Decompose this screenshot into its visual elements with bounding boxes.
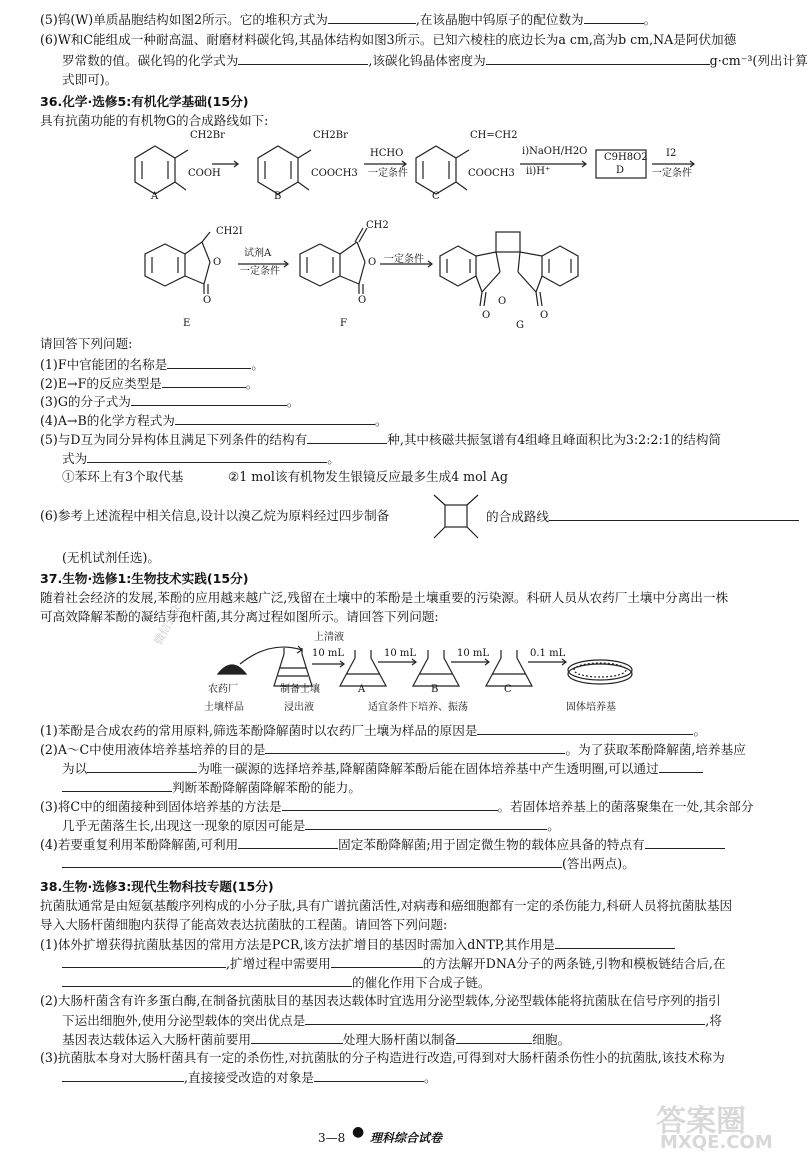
arrow4-top: I2: [666, 148, 677, 159]
q35-text: g·cm⁻³(列出计算: [709, 53, 808, 68]
q36-ask: 请回答下列问题:: [40, 336, 133, 351]
q38-text: (1)体外扩增获得抗菌肽基因的常用方法是PCR,该方法扩增目的基因时需加入dNTP,其作用是: [40, 937, 556, 952]
volume-4: 0.1 mL: [530, 648, 566, 659]
period: 。: [286, 394, 300, 409]
answer-blank: [62, 955, 226, 968]
arrow4-bottom: 一定条件: [652, 168, 692, 179]
q36-p4: [40, 412, 388, 429]
answer-blank: [555, 936, 675, 949]
answer-blank: [238, 52, 368, 65]
q35-line-6b: [62, 52, 808, 69]
q37-text: 。若固体培养基上的菌落聚集在一处,其余部分: [497, 799, 754, 814]
q37-text: 为以: [62, 761, 88, 776]
g-oxygen: O: [498, 296, 507, 307]
flask-a-label: A: [358, 684, 366, 695]
footer-exam-title: 理科综合试卷: [370, 1131, 443, 1145]
period: 。: [547, 818, 560, 833]
q37-p1: [40, 722, 706, 739]
mol-a-sub2: COOH: [188, 168, 221, 179]
mol-f-sub: CH2: [366, 220, 389, 231]
answer-blank: [238, 836, 338, 849]
q36-text: 的合成路线: [486, 509, 549, 524]
q37-text: (2)A～C中使用液体培养基培养的目的是: [40, 742, 266, 757]
q38-p3b: [62, 1069, 437, 1086]
q38-p2b: [62, 1012, 722, 1029]
q38-line1: 抗菌肽通常是由短氨基酸序列构成的小分子肽,具有广谱抗菌活性,对病毒和癌细胞都有一定的杀伤能力,科研人员将抗菌肽基因: [40, 898, 733, 913]
answer-blank: [584, 11, 644, 24]
q37-p4c: [62, 855, 635, 872]
mol-b-sub2: COOCH3: [311, 168, 358, 179]
q37-title: 37.生物·选修1:生物技术实践(15分): [40, 571, 249, 586]
q36-p6b: [486, 508, 799, 525]
answer-blank: [331, 955, 423, 968]
answer-blank: [175, 412, 375, 425]
q38-text: ,扩增过程中需要用: [226, 956, 331, 971]
answer-blank: [549, 508, 799, 521]
volume-3: 10 mL: [457, 648, 490, 659]
logo-watermark: 答案圈: [656, 1104, 746, 1139]
answer-blank: [645, 836, 725, 849]
q36-p6a: (6)参考上述流程中相关信息,设计以溴乙烷为原料经过四步制备: [40, 508, 390, 523]
q36-intro: 具有抗菌功能的有机物G的合成路线如下:: [40, 113, 269, 128]
flask-c-label: C: [504, 684, 512, 695]
q37-text: 。为了获取苯酚降解菌,培养基应: [565, 742, 746, 757]
answer-blank: [62, 1069, 184, 1082]
period: 。: [374, 413, 388, 428]
q35-text: ,该碳化钨晶体密度为: [368, 53, 486, 68]
soil-label-2: 土壤样品: [204, 702, 244, 713]
answer-blank: [62, 855, 562, 868]
answer-blank: [305, 1012, 705, 1025]
q38-title: 38.生物·选修3:现代生物科技专题(15分): [40, 879, 274, 894]
q35-text: (5)钨(W)单质晶胞结构如图2所示。它的堆积方式为: [40, 12, 328, 27]
q37-text: (4)若要重复利用苯酚降解菌,可利用: [40, 837, 239, 852]
q36-text: 种,其中核磁共振氢谱有4组峰且峰面积比为3:2:2:1的结构简: [387, 432, 722, 447]
q37-p2e: [62, 779, 361, 796]
prep-label-1: 制备土壤: [280, 684, 320, 695]
mol-e-sub: CH2I: [216, 226, 243, 237]
q35-line-5: [40, 11, 656, 28]
q36-p5e: ②1 mol该有机物发生银镜反应最多生成4 mol Ag: [228, 469, 508, 484]
period: 。: [251, 357, 264, 372]
benzene-ring-c: [416, 146, 456, 194]
q35-line-6e: 式即可)。: [62, 72, 118, 87]
prep-label-2: 浸出液: [284, 702, 314, 713]
arrow3-top: i)NaOH/H2O: [522, 146, 588, 157]
ring-oxygen: O: [368, 257, 377, 268]
side-watermark: 微信公众号《: [151, 582, 195, 648]
arrow2-bottom: 一定条件: [368, 168, 408, 179]
q35-line-6a: (6)W和C能组成一种耐高温、耐磨材料碳化钨,其晶体结构如图3所示。已知六棱柱的底边长为a cm,高为b cm,NA是阿伏加德: [40, 32, 737, 47]
q37-text: 判断苯酚降解菌降解苯酚的能力。: [172, 780, 361, 795]
cyclobutane-target: [430, 492, 480, 542]
q38-p3a: (3)抗菌肽本身对大肠杆菌具有一定的杀伤性,对抗菌肽的分子构造进行改造,可得到对大肠杆菌杀伤性小的抗菌肽,该技术称为: [40, 1050, 725, 1065]
q38-p1b: [62, 955, 725, 972]
mol-f-label: F: [340, 318, 347, 329]
arrow5-bottom: 一定条件: [240, 266, 280, 277]
q37-line2: 可高效降解苯酚的凝结芽孢杆菌,其分离过程如图所示。请回答下列问题:: [40, 609, 439, 624]
q36-p5c: [62, 450, 340, 467]
q36-p5d: ①苯环上有3个取代基: [62, 469, 184, 484]
mol-c-sub: CH=CH2: [470, 130, 518, 141]
q37-text: 固定苯酚降解菌;用于固定微生物的载体应具备的特点有: [338, 837, 645, 852]
mol-c-label: C: [432, 191, 440, 202]
period: 。: [693, 723, 707, 738]
q36-text: (3)G的分子式为: [40, 394, 131, 409]
q37-p4a: [40, 836, 725, 853]
period: 。: [327, 451, 340, 466]
q37-p2c: [62, 760, 703, 777]
q36-p3: [40, 393, 299, 410]
q36-text: (2)E→F的反应类型是: [40, 376, 162, 391]
period: 。: [423, 1070, 437, 1085]
q38-p2a: (2)大肠杆菌含有许多蛋白酶,在制备抗菌肽目的基因表达载体时宜选用分泌型载体,分泌型载体能将抗菌肽在信号序列的指引: [40, 993, 721, 1008]
answer-blank: [486, 52, 710, 65]
answer-blank: [314, 1069, 424, 1082]
logo-watermark-domain: MXQE.COM: [660, 1132, 773, 1153]
ring-oxygen: O: [213, 257, 222, 268]
mol-b-label: B: [274, 191, 282, 202]
q38-text: 的催化作用下合成子链。: [352, 975, 491, 990]
mol-d-label: D: [616, 165, 625, 176]
q36-p5a: [40, 431, 721, 448]
isolation-process-figure: [210, 628, 640, 690]
mol-a-label: A: [151, 191, 159, 202]
q36-text: 式为: [62, 451, 88, 466]
arrow3-bottom: ii)H⁺: [526, 166, 551, 177]
answer-blank: [477, 722, 693, 735]
q38-text: ,直接接受改造的对象是: [184, 1070, 314, 1085]
flask-b-label: B: [431, 684, 439, 695]
period: 。: [643, 12, 657, 27]
mol-d-formula: C9H8O2: [604, 152, 648, 163]
q38-p2d: [62, 1031, 570, 1048]
q37-text: (1)苯酚是合成农药的常用原料,筛选苯酚降解菌时以农药厂土壤为样品的原因是: [40, 723, 478, 738]
q38-text: 处理大肠杆菌以制备: [342, 1032, 457, 1047]
q37-p3a: [40, 798, 753, 815]
supernatant-label: 上清液: [314, 632, 344, 643]
q36-p2: [40, 375, 258, 392]
carbonyl-oxygen: O: [358, 295, 367, 306]
footer-page-number: 3—8: [318, 1131, 346, 1145]
answer-blank: [162, 375, 246, 388]
g-carbonyl-oxygen: O: [540, 310, 549, 321]
arrow6-top: 一定条件: [384, 254, 424, 265]
q36-p6c: (无机试剂任选)。: [62, 550, 160, 565]
mol-g-label: G: [516, 320, 524, 331]
q37-p2a: [40, 741, 746, 758]
mol-c-sub2: COOCH3: [468, 168, 515, 179]
answer-blank: [62, 779, 172, 792]
q35-text: 罗常数的值。碳化钨的化学式为: [62, 53, 239, 68]
culture-label: 适宜条件下培养、振荡: [368, 702, 468, 713]
q38-text: 的方法解开DNA分子的两条链,引物和模板链结合后,在: [422, 956, 726, 971]
q38-line2: 导入大肠杆菌细胞内获得了能高效表达抗菌肽的工程菌。请回答下列问题:: [40, 917, 448, 932]
answer-blank: [167, 356, 251, 369]
soil-label-1: 农药厂: [208, 684, 238, 695]
answer-blank: [131, 393, 287, 406]
q38-text: ,将: [705, 1013, 722, 1028]
q38-p1d: [62, 974, 491, 991]
mol-a-sub: CH2Br: [190, 130, 225, 141]
footer-dot-icon: ●: [352, 1124, 365, 1140]
answer-blank: [87, 760, 197, 773]
answer-blank: [62, 974, 352, 987]
answer-blank: [328, 11, 416, 24]
answer-blank: [659, 760, 703, 773]
g-carbonyl-oxygen: O: [482, 310, 491, 321]
q37-text: (答出两点)。: [562, 856, 635, 871]
q38-text: 下运出细胞外,使用分泌型载体的突出优点是: [62, 1013, 306, 1028]
q37-line1: 随着社会经济的发展,苯酚的应用越来越广泛,残留在土壤中的苯酚是土壤重要的污染源。科研人员从农药厂土壤中分离出一株: [40, 590, 729, 605]
mol-e-label: E: [183, 318, 191, 329]
answer-blank: [305, 817, 547, 830]
arrow2-top: HCHO: [370, 148, 404, 159]
q38-text: 基因表达载体运入大肠杆菌前要用: [62, 1032, 251, 1047]
q36-title: 36.化学·选修5:有机化学基础(15分): [40, 94, 249, 109]
answer-blank: [307, 431, 387, 444]
answer-blank: [456, 1031, 532, 1044]
solid-medium-label: 固体培养基: [566, 702, 616, 713]
answer-blank: [87, 450, 327, 463]
answer-blank: [282, 798, 498, 811]
mol-b-sub: CH2Br: [313, 130, 348, 141]
q36-p1: [40, 356, 264, 373]
answer-blank: [251, 1031, 343, 1044]
q37-text: 几乎无菌落生长,出现这一现象的原因可能是: [62, 818, 306, 833]
q38-text: 细胞。: [532, 1032, 571, 1047]
benzene-ring-b: [258, 146, 298, 194]
q36-text: (5)与D互为同分异构体且满足下列条件的结构有: [40, 432, 308, 447]
q36-text: (1)F中官能团的名称是: [40, 357, 168, 372]
q37-text: 为唯一碳源的选择培养基,降解菌降解苯酚后能在固体培养基中产生透明圈,可以通过: [197, 761, 659, 776]
carbonyl-oxygen: O: [203, 295, 212, 306]
arrow5-top: 试剂A: [244, 248, 272, 259]
volume-2: 10 mL: [384, 648, 417, 659]
q37-p3c: [62, 817, 560, 834]
q38-p1a: [40, 936, 675, 953]
answer-blank: [265, 741, 565, 754]
q36-text: (4)A→B的化学方程式为: [40, 413, 175, 428]
benzene-ring-a: [135, 146, 175, 194]
q37-text: (3)将C中的细菌接种到固体培养基的方法是: [40, 799, 282, 814]
q35-text: ,在该晶胞中钨原子的配位数为: [415, 12, 584, 27]
period: 。: [245, 376, 259, 391]
volume-1: 10 mL: [312, 648, 345, 659]
